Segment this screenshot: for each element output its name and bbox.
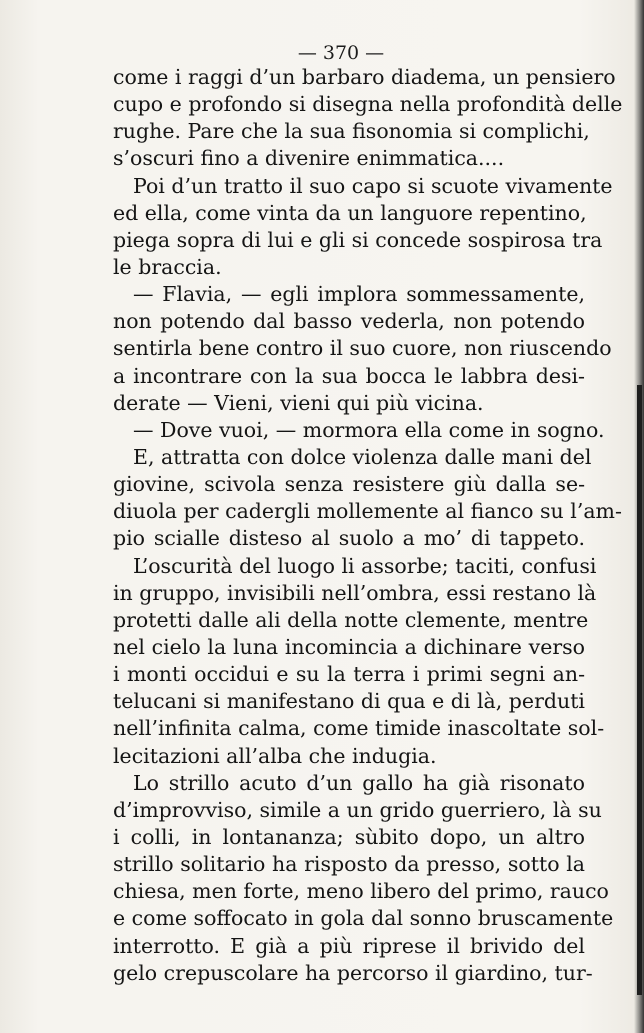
body-text xyxy=(113,64,623,987)
text-line: d’improvviso, simile a un grido guerriero, là su xyxy=(113,797,602,822)
text-line: E, attratta con dolce violenza dalle mani del xyxy=(133,444,592,469)
text-line: pio scialle disteso al suolo a mo’ di tappeto. xyxy=(113,526,585,551)
text-line: L’oscurità del luogo li assorbe; taciti, confusi xyxy=(133,553,597,578)
text-line: come i raggi d’un barbaro diadema, un pensiero xyxy=(113,65,616,89)
text-line: nel cielo la luna incomincia a dichinare verso xyxy=(113,634,585,659)
text-line: chiesa, men forte, meno libero del primo, rauco xyxy=(113,879,609,904)
text-line: telucani si manifestano di qua e di là, perduti xyxy=(113,689,585,714)
text-line: cupo e profondo si disegna nella profondità delle xyxy=(113,92,623,117)
text-line: i colli, in lontananza; sùbito dopo, un altro xyxy=(113,824,585,849)
text-line: e come soffocato in gola dal sonno bruscamente xyxy=(113,906,614,931)
text-line: Lo strillo acuto d’un gallo ha già risonato xyxy=(133,770,585,795)
text-line: giovine, scivola senza resistere giù dalla se- xyxy=(113,472,585,497)
page-number: — 370 — xyxy=(297,42,385,64)
text-line: rughe. Pare che la sua fisonomia si complichi, xyxy=(113,119,590,144)
text-line: s’oscuri fino a divenire enimmatica.... xyxy=(113,146,505,171)
text-line: strillo solitario ha risposto da presso, sotto la xyxy=(113,852,585,877)
text-line: diuola per cadergli mollemente al fianco su l’am- xyxy=(113,499,622,524)
text-line: interrotto. E già a più riprese il brivido del xyxy=(113,933,585,958)
text-line: sentirla bene contro il suo cuore, non riuscendo xyxy=(113,336,612,361)
text-line: protetti dalle ali della notte clemente, mentre xyxy=(113,607,589,632)
text-line: piega sopra di lui e gli si concede sospirosa tra xyxy=(113,227,603,252)
text-line: lecitazioni all’alba che indugia. xyxy=(113,743,437,768)
text-line: i monti occidui e su la terra i primi segni an- xyxy=(113,662,585,687)
text-line: — Dove vuoi, — mormora ella come in sogno. xyxy=(133,417,605,442)
text-line: gelo crepuscolare ha percorso il giardino, tur- xyxy=(113,960,593,985)
text-line: le braccia. xyxy=(113,254,222,279)
page-edge-binding xyxy=(637,385,642,995)
text-line: — Flavia, — egli implora sommessamente, xyxy=(133,282,585,307)
text-line: nell’infinita calma, come timide inascoltate sol- xyxy=(113,716,605,741)
text-line: non potendo dal basso vederla, non potendo xyxy=(113,309,585,334)
text-line: a incontrare con la sua bocca le labbra desi- xyxy=(113,363,585,388)
text-line: ed ella, come vinta da un languore repentino, xyxy=(113,200,587,225)
text-line: Poi d’un tratto il suo capo si scuote vivamente xyxy=(133,173,613,198)
text-line: in gruppo, invisibili nell’ombra, essi restano là xyxy=(113,580,597,605)
text-line: derate — Vieni, vieni qui più vicina. xyxy=(113,390,484,415)
